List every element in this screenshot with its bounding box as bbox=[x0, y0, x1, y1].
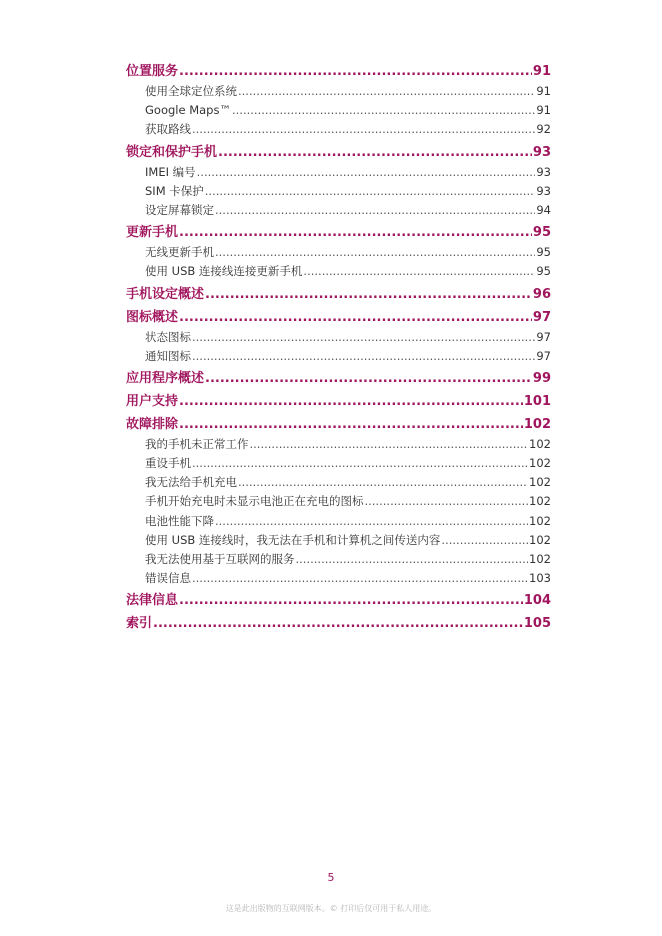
toc-section-page: 104 bbox=[523, 593, 551, 609]
toc-section-title: 位置服务 bbox=[126, 64, 179, 79]
dot-leader bbox=[192, 120, 535, 139]
toc-subsection[interactable] bbox=[126, 328, 551, 347]
toc-subsection-title: 使用 USB 连接线连接更新手机 bbox=[145, 264, 303, 279]
dot-leader bbox=[192, 569, 528, 588]
toc-subsection-page: 91 bbox=[536, 84, 551, 98]
toc-section-title: 更新手机 bbox=[126, 225, 179, 241]
toc-subsection-page: 95 bbox=[536, 245, 551, 260]
toc-subsection-title: 错误信息 bbox=[145, 571, 191, 586]
toc-section-title: 故障排除 bbox=[126, 416, 179, 432]
dot-leader bbox=[179, 308, 532, 328]
toc-subsection-title: 使用 USB 连接线时，我无法在手机和计算机之间传送内容 bbox=[145, 532, 441, 547]
toc-section[interactable] bbox=[126, 591, 551, 611]
toc-section-page: 97 bbox=[532, 309, 551, 325]
toc-subsection-page: 97 bbox=[536, 329, 551, 344]
dot-leader bbox=[205, 182, 536, 201]
toc-section-page: 96 bbox=[532, 286, 551, 302]
toc-subsection[interactable] bbox=[126, 454, 551, 473]
toc-section[interactable] bbox=[126, 614, 551, 634]
toc-subsection-page: 102 bbox=[529, 436, 551, 451]
toc-subsection-title: 我的手机未正常工作 bbox=[145, 436, 249, 451]
toc-section-page: 101 bbox=[523, 393, 551, 409]
toc-subsection-title: 手机开始充电时未显示电池正在充电的图标 bbox=[145, 494, 364, 509]
toc-section-title: 图标概述 bbox=[126, 309, 179, 325]
toc-section-page: 95 bbox=[532, 225, 551, 241]
toc-subsection[interactable] bbox=[126, 435, 551, 454]
toc-subsection[interactable] bbox=[126, 82, 551, 101]
toc-subsection-title: 状态图标 bbox=[145, 329, 191, 344]
footer-note: 这是此出版物的互联网版本。© 打印后仅可用于私人用途。 bbox=[225, 904, 437, 913]
dot-leader bbox=[303, 262, 535, 281]
toc-section-page: 99 bbox=[532, 370, 551, 386]
toc-subsection[interactable] bbox=[126, 163, 551, 182]
dot-leader bbox=[205, 369, 532, 389]
dot-leader bbox=[218, 143, 532, 163]
dot-leader bbox=[215, 243, 535, 262]
toc-subsection-title: 我无法使用基于互联网的服务 bbox=[145, 552, 295, 566]
toc-subsection-title: 无线更新手机 bbox=[145, 245, 214, 260]
toc-subsection[interactable] bbox=[126, 347, 551, 366]
toc-section-title: 法律信息 bbox=[126, 593, 179, 609]
toc-section-page: 105 bbox=[523, 616, 551, 632]
dot-leader bbox=[441, 531, 528, 550]
toc-subsection[interactable] bbox=[126, 182, 551, 201]
dot-leader bbox=[192, 454, 528, 473]
toc-subsection-title: IMEI 编号 bbox=[145, 164, 196, 179]
toc-section[interactable] bbox=[126, 392, 551, 412]
toc-subsection-page: 102 bbox=[529, 456, 551, 471]
toc-subsection-page: 94 bbox=[536, 202, 551, 217]
toc-section-page: 91 bbox=[532, 64, 551, 79]
toc-subsection-page: 93 bbox=[536, 164, 551, 179]
toc-section[interactable] bbox=[126, 369, 551, 389]
toc-section-title: 锁定和保护手机 bbox=[126, 144, 218, 160]
toc-section-page: 102 bbox=[523, 416, 551, 432]
toc-subsection-page: 97 bbox=[536, 348, 551, 363]
toc-subsection-page: 102 bbox=[529, 513, 551, 528]
toc-section-title: 索引 bbox=[126, 616, 153, 632]
toc-subsection-title: SIM 卡保护 bbox=[145, 183, 204, 198]
table-of-contents bbox=[126, 62, 551, 634]
toc-subsection[interactable] bbox=[126, 473, 551, 492]
toc-subsection-page: 102 bbox=[529, 494, 551, 509]
toc-subsection[interactable] bbox=[126, 512, 551, 531]
page-number: 5 bbox=[327, 871, 335, 884]
toc-section[interactable] bbox=[126, 143, 551, 163]
toc-subsection-page: 92 bbox=[536, 122, 551, 137]
toc-subsection[interactable] bbox=[126, 201, 551, 220]
dot-leader bbox=[232, 101, 535, 120]
dot-leader bbox=[192, 347, 535, 366]
dot-leader bbox=[179, 415, 523, 435]
toc-subsection[interactable] bbox=[126, 531, 551, 550]
dot-leader bbox=[215, 512, 528, 531]
dot-leader bbox=[179, 223, 532, 243]
toc-subsection-title: 电池性能下降 bbox=[145, 513, 214, 528]
toc-subsection[interactable] bbox=[126, 101, 551, 120]
dot-leader bbox=[238, 473, 528, 492]
toc-section-title: 手机设定概述 bbox=[126, 286, 205, 302]
toc-subsection-page: 102 bbox=[529, 532, 551, 547]
dot-leader bbox=[238, 82, 535, 101]
dot-leader bbox=[197, 163, 536, 182]
dot-leader bbox=[365, 492, 529, 511]
toc-subsection-page: 103 bbox=[529, 571, 551, 586]
dot-leader bbox=[179, 62, 532, 82]
toc-subsection-page: 102 bbox=[529, 475, 551, 490]
toc-subsection-title: 设定屏幕锁定 bbox=[145, 202, 214, 217]
toc-section[interactable] bbox=[126, 285, 551, 305]
toc-subsection-page: 93 bbox=[536, 183, 551, 198]
toc-section[interactable] bbox=[126, 62, 551, 82]
toc-subsection[interactable] bbox=[126, 550, 551, 569]
toc-section[interactable] bbox=[126, 415, 551, 435]
dot-leader bbox=[250, 435, 529, 454]
toc-subsection-title: 使用全球定位系统 bbox=[145, 84, 237, 98]
toc-subsection[interactable] bbox=[126, 262, 551, 281]
toc-subsection-title: 通知图标 bbox=[145, 348, 191, 363]
toc-section[interactable] bbox=[126, 223, 551, 243]
toc-subsection-title: 重设手机 bbox=[145, 456, 191, 471]
toc-section-page: 93 bbox=[532, 144, 551, 160]
toc-subsection[interactable] bbox=[126, 492, 551, 511]
dot-leader bbox=[205, 285, 532, 305]
toc-subsection-page: 102 bbox=[529, 552, 551, 566]
dot-leader bbox=[179, 392, 523, 412]
toc-section-title: 用户支持 bbox=[126, 393, 179, 409]
toc-subsection-title: Google Maps™ bbox=[145, 103, 231, 118]
dot-leader bbox=[179, 591, 523, 611]
dot-leader bbox=[192, 328, 535, 347]
toc-section-title: 应用程序概述 bbox=[126, 370, 205, 386]
dot-leader bbox=[153, 614, 523, 634]
toc-subsection-title: 获取路线 bbox=[145, 122, 191, 137]
dot-leader bbox=[215, 201, 535, 220]
toc-subsection[interactable] bbox=[126, 569, 551, 588]
toc-section[interactable] bbox=[126, 308, 551, 328]
toc-subsection-page: 91 bbox=[536, 103, 551, 118]
toc-subsection[interactable] bbox=[126, 243, 551, 262]
dot-leader bbox=[296, 550, 529, 569]
toc-subsection-title: 我无法给手机充电 bbox=[145, 475, 237, 490]
toc-subsection-page: 95 bbox=[536, 264, 551, 279]
toc-subsection[interactable] bbox=[126, 120, 551, 139]
